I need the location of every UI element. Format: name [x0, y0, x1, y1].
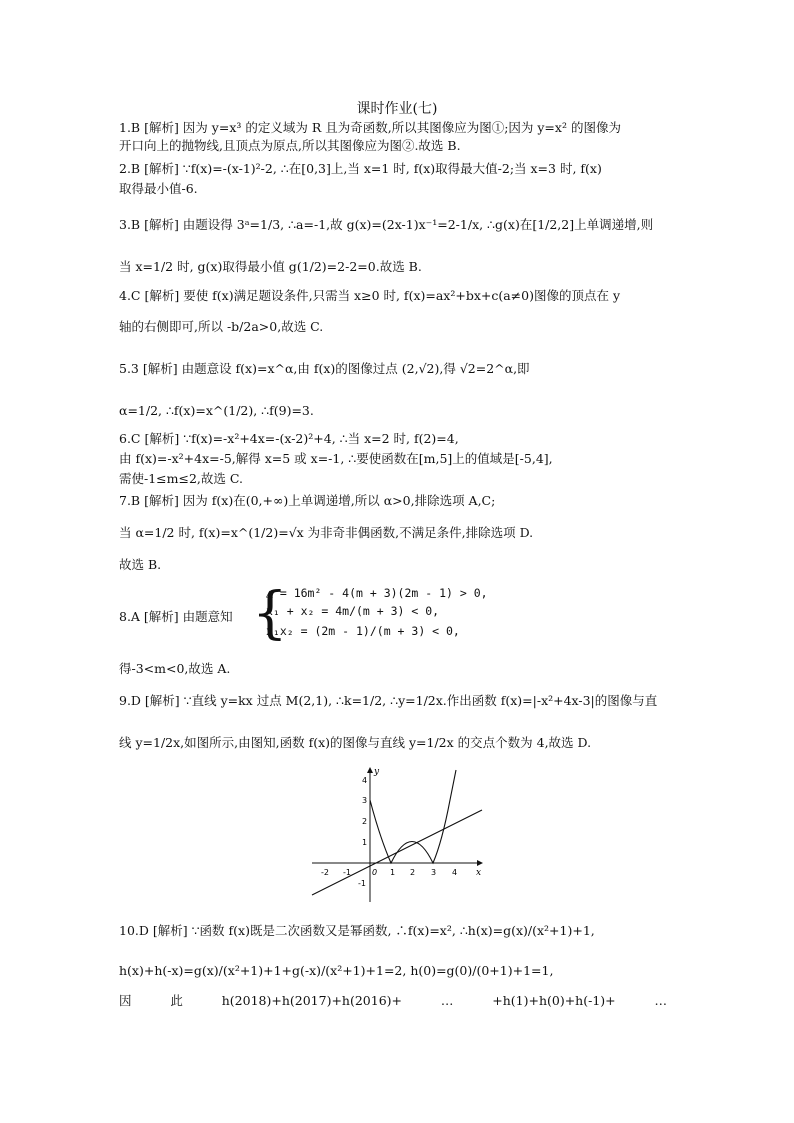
x-tick-label: -1: [343, 868, 351, 877]
q10-line-1: 10.D [解析] ∵函数 f(x)既是二次函数又是幂函数, ∴f(x)=x², ∴h(x)=g(x)/(x²+1)+1,: [119, 923, 595, 938]
x-axis-label: x: [476, 868, 482, 878]
abs-quadratic-curve: [370, 770, 456, 863]
q6-line-1: 6.C [解析] ∵f(x)=-x²+4x=-(x-2)²+4, ∴当 x=2 时, f(2)=4,: [119, 431, 459, 446]
q8-system-eq-1: △ = 16m² - 4(m + 3)(2m - 1) > 0,: [266, 586, 488, 600]
q4-line-1: 4.C [解析] 要使 f(x)满足题设条件,只需当 x≥0 时, f(x)=ax²+bx+c(a≠0)图像的顶点在 y: [119, 288, 621, 303]
text-fragment: …: [440, 993, 454, 1008]
origin-label: 0: [372, 868, 378, 877]
system-brace: {: [252, 581, 288, 646]
text-fragment: +h(1)+h(0)+h(-1)+: [492, 993, 616, 1008]
q8-system-eq-3: x₁x₂ = (2m - 1)/(m + 3) < 0,: [266, 624, 460, 638]
x-tick-label: 3: [431, 868, 437, 877]
y-tick-label: 2: [362, 817, 368, 826]
q8-line-2: 得-3<m<0,故选 A.: [119, 661, 231, 676]
function-graph: [300, 762, 500, 907]
y-axis-label: y: [374, 767, 380, 777]
q3-line-2: 当 x=1/2 时, g(x)取得最小值 g(1/2)=2-2=0.故选 B.: [119, 259, 422, 274]
q2-line-1: 2.B [解析] ∵f(x)=-(x-1)²-2, ∴在[0,3]上,当 x=1 时, f(x)取得最大值-2;当 x=3 时, f(x): [119, 161, 602, 176]
q5-line-2: α=1/2, ∴f(x)=x^(1/2), ∴f(9)=3.: [119, 403, 314, 418]
x-tick-label: 2: [410, 868, 416, 877]
text-fragment: 因: [119, 993, 132, 1008]
q10-line-2: h(x)+h(-x)=g(x)/(x²+1)+1+g(-x)/(x²+1)+1=2, h(0)=g(0)/(0+1)+1=1,: [119, 963, 554, 978]
text-fragment: …: [654, 993, 667, 1008]
q3-line-1: 3.B [解析] 由题设得 3ᵃ=1/3, ∴a=-1,故 g(x)=(2x-1)x⁻¹=2-1/x, ∴g(x)在[1/2,2]上单调递增,则: [119, 217, 654, 232]
x-tick-label: 1: [390, 868, 396, 877]
y-tick-label: 4: [362, 776, 368, 785]
text-fragment: h(2018)+h(2017)+h(2016)+: [221, 993, 403, 1008]
q7-line-3: 故选 B.: [119, 557, 162, 572]
q9-line-1: 9.D [解析] ∵直线 y=kx 过点 M(2,1), ∴k=1/2, ∴y=1/2x.作出函数 f(x)=|-x²+4x-3|的图像与直: [119, 693, 658, 708]
q7-line-1: 7.B [解析] 因为 f(x)在(0,+∞)上单调递增,所以 α>0,排除选项 A,C;: [119, 493, 496, 508]
q8-system-eq-2: x₁ + x₂ = 4m/(m + 3) < 0,: [266, 604, 440, 618]
y-tick-label: 1: [362, 838, 368, 847]
q9-line-2: 线 y=1/2x,如图所示,由图知,函数 f(x)的图像与直线 y=1/2x 的交点个数为 4,故选 D.: [119, 735, 592, 750]
x-tick-label: 4: [452, 868, 458, 877]
q1-line-1: 1.B [解析] 因为 y=x³ 的定义域为 R 且为奇函数,所以其图像应为图①;因为 y=x² 的图像为: [119, 120, 621, 135]
y-tick-label: 3: [362, 796, 368, 805]
page-title: 课时作业(七): [356, 101, 438, 117]
y-tick-label: -1: [358, 879, 366, 888]
q1-line-2: 开口向上的抛物线,且顶点为原点,所以其图像应为图②.故选 B.: [119, 138, 461, 153]
q6-line-3: 需使-1≤m≤2,故选 C.: [119, 471, 243, 486]
q7-line-2: 当 α=1/2 时, f(x)=x^(1/2)=√x 为非奇非偶函数,不满足条件,排除选项 D.: [119, 525, 534, 540]
q10-line-3: [119, 992, 667, 1010]
q6-line-2: 由 f(x)=-x²+4x=-5,解得 x=5 或 x=-1, ∴要使函数在[m,5]上的值域是[-5,4],: [119, 451, 553, 466]
q4-line-2: 轴的右侧即可,所以 -b/2a>0,故选 C.: [119, 319, 324, 334]
text-fragment: 此: [170, 993, 183, 1008]
q8-line-1: 8.A [解析] 由题意知: [119, 609, 233, 624]
q5-line-1: 5.3 [解析] 由题意设 f(x)=x^α,由 f(x)的图像过点 (2,√2),得 √2=2^α,即: [119, 361, 530, 376]
x-tick-label: -2: [321, 868, 329, 877]
q2-line-2: 取得最小值-6.: [119, 181, 198, 196]
